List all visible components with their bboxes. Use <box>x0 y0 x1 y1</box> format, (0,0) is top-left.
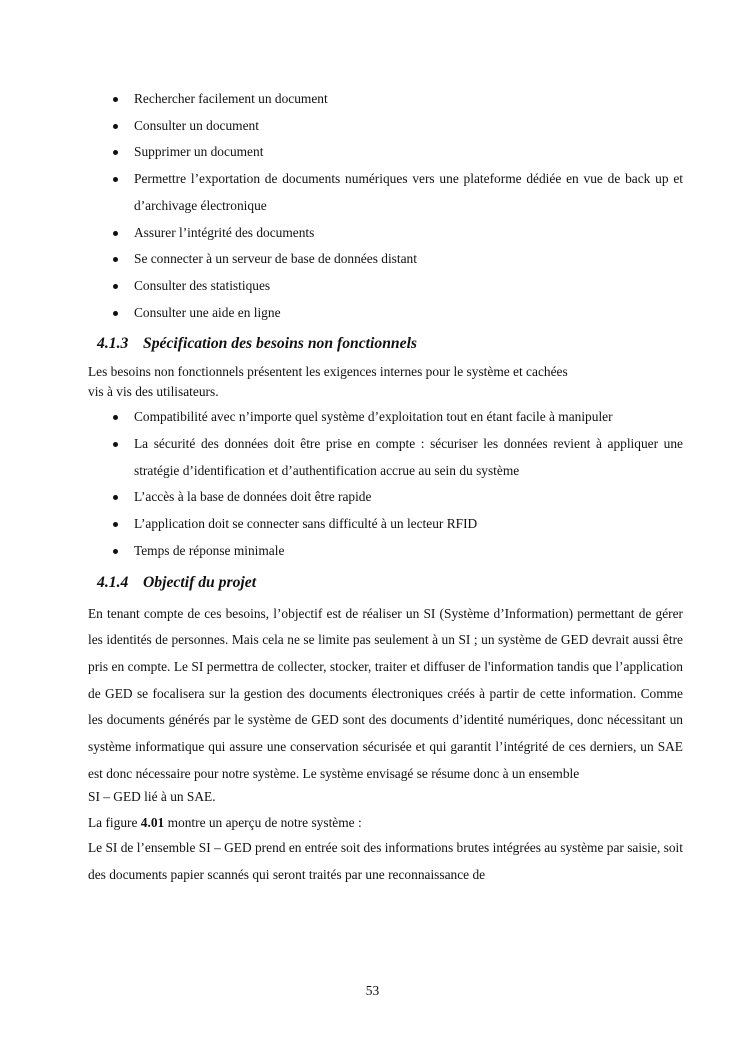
list-item: Consulter des statistiques <box>88 273 683 300</box>
final-paragraph: Le SI de l’ensemble SI – GED prend en entrée soit des informations brutes intégrées au système par saisie, soit des documents papier scannés qui seront traités par une reconnaissance de <box>88 840 683 883</box>
section-heading-4-1-4: 4.1.4 Objectif du projet <box>97 573 257 591</box>
bullet-icon <box>113 442 118 447</box>
bullet-icon <box>113 124 118 129</box>
list-item: Rechercher facilement un document <box>88 86 683 113</box>
list-item: Assurer l’intégrité des documents <box>88 220 683 247</box>
bullet-icon <box>113 415 118 420</box>
list-item: Compatibilité avec n’importe quel système d’exploitation tout en étant facile à manipuler <box>88 404 683 431</box>
bullet-icon <box>113 522 118 527</box>
list-item: Supprimer un document <box>88 139 683 166</box>
bullet-icon <box>113 311 118 316</box>
list-item: Consulter une aide en ligne <box>88 300 683 327</box>
list-item: Permettre l’exportation de documents numériques vers une plateforme dédiée en vue de back up et d’archivage électronique <box>88 166 683 219</box>
bullet-icon <box>113 257 118 262</box>
bullet-icon <box>113 150 118 155</box>
bullet-icon <box>113 231 118 236</box>
page-number: 53 <box>365 983 380 998</box>
list-item: L’application doit se connecter sans difficulté à un lecteur RFID <box>88 511 683 538</box>
bullet-icon <box>113 97 118 102</box>
list-item: La sécurité des données doit être prise en compte : sécuriser les données revient à appliquer une stratégie d’identification et d’authentification accrue au sein du système <box>88 431 683 484</box>
bullet-icon <box>113 549 118 554</box>
objective-paragraph: En tenant compte de ces besoins, l’objectif est de réaliser un SI (Système d’Information) permettant de gérer les identités de personnes. Mais cela ne se limite pas seulement à un SI ; un système de GED devrait aussi être pris en compte. Le SI permettra de collecter, stocker, traiter et diffuser de l'information tandis que l’application de GED se focalisera sur la gestion des documents électroniques créés à partir de cette information. Comme les documents générés par le système de GED sont des documents d’identité numériques, donc nécessitant un système informatique qui assure une conservation sécurisée et qui garantit l’intégrité de ces derniers, un SAE est donc nécessaire pour notre système. Le système envisagé se résume donc à un ensemble <box>88 605 683 781</box>
nonfunctional-intro: Les besoins non fonctionnels présentent les exigences internes pour le système et cachées vis à vis des utilisateurs. <box>88 364 568 400</box>
list-item: Temps de réponse minimale <box>88 538 683 565</box>
nonfunctional-requirements-list <box>88 404 683 564</box>
objective-last-line: SI – GED lié à un SAE. <box>88 789 216 805</box>
section-heading-4-1-3: 4.1.3 Spécification des besoins non fonctionnels <box>97 335 418 353</box>
bullet-icon <box>113 177 118 182</box>
list-item: L’accès à la base de données doit être rapide <box>88 484 683 511</box>
list-item: Consulter un document <box>88 113 683 140</box>
page-content <box>88 86 683 889</box>
bullet-icon <box>113 495 118 500</box>
functional-requirements-list <box>88 86 683 326</box>
figure-ref-number: 4.01 <box>140 815 165 831</box>
figure-reference: La figure 4.01 montre un aperçu de notre système : <box>88 815 362 831</box>
bullet-icon <box>113 284 118 289</box>
list-item: Se connecter à un serveur de base de données distant <box>88 246 683 273</box>
